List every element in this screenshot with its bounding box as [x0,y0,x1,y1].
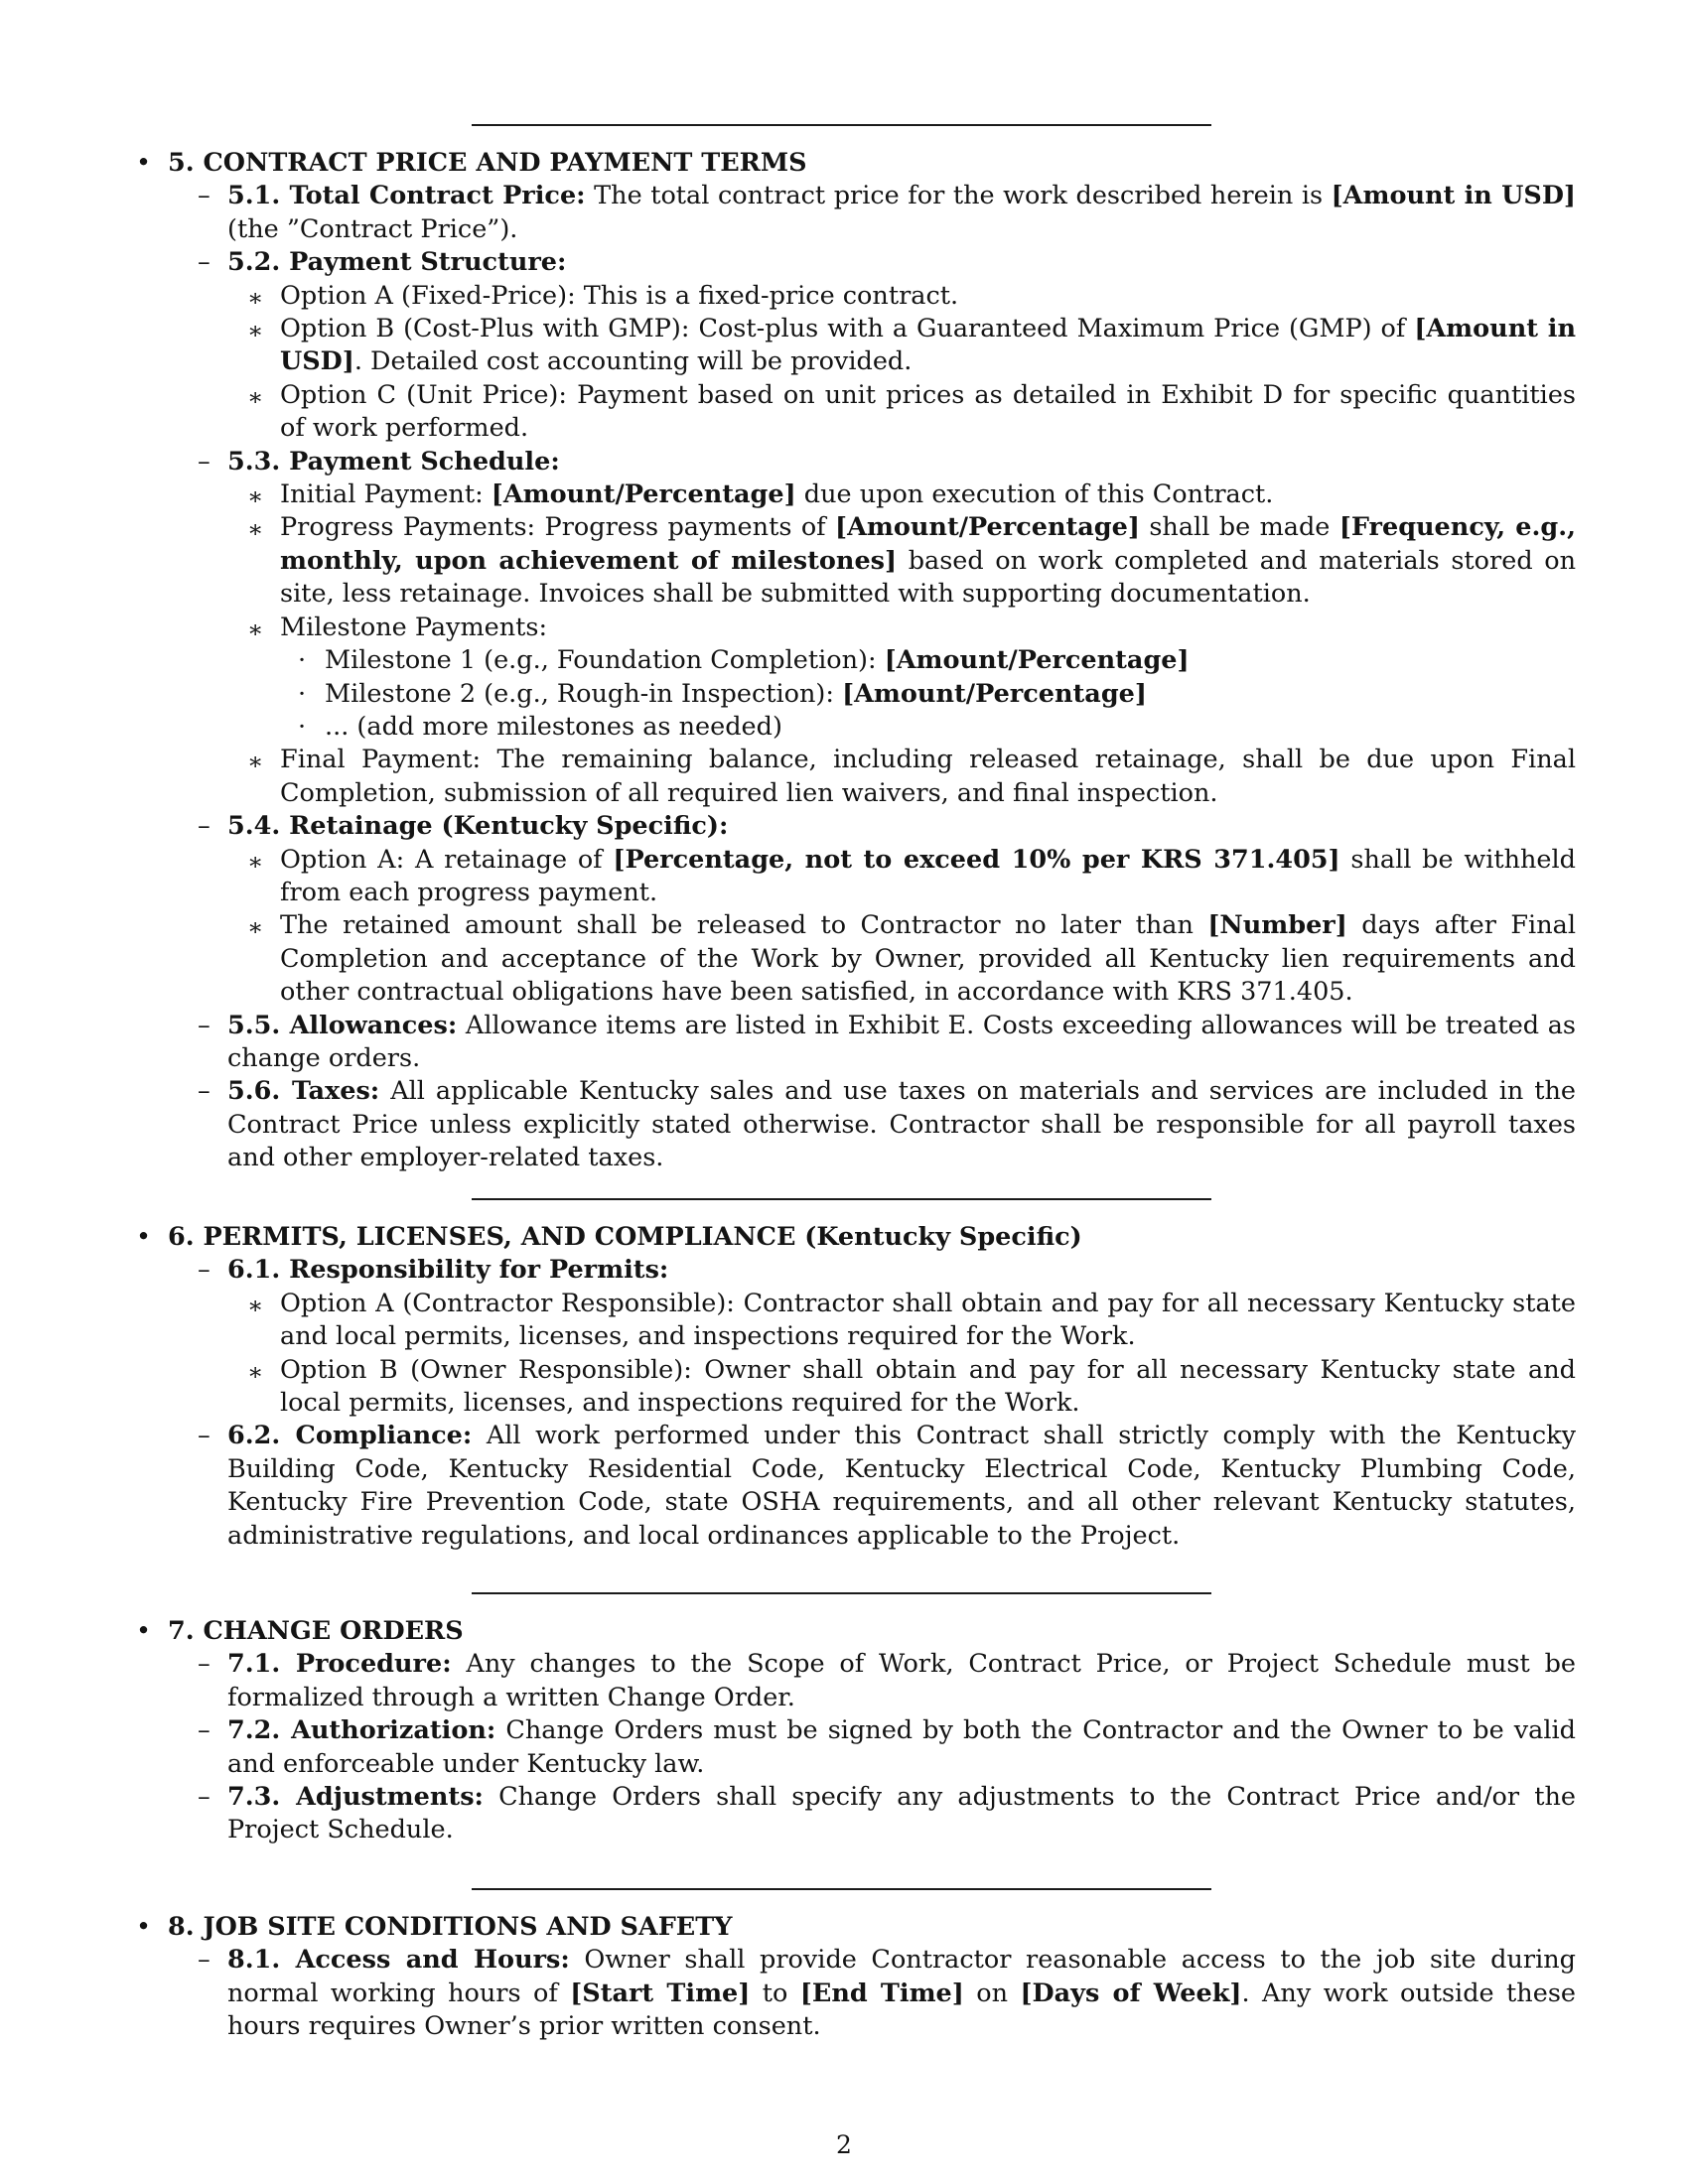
clause-5-3: – 5.3. Payment Schedule: [198,446,560,477]
clause-7-3: – 7.3. Adjustments: Change Orders shall specify any adjustments to the Contract Price and/or the Project Schedule. [198,1782,1576,1845]
clause-5-2: – 5.2. Payment Structure: [198,247,567,278]
clause-7-2: – 7.2. Authorization: Change Orders must be signed by both the Contractor and the Owner to be valid and enforceable under Kentucky law. [198,1715,1576,1779]
placeholder-field: [Amount/Percentage] [842,678,1147,709]
section-title: 7. CHANGE ORDERS [168,1616,464,1646]
clause-heading: 5.1. Total Contract Price: [227,181,586,211]
list-item: ∗ Option A (Fixed-Price): This is a fixed-price contract. [247,280,959,312]
section-heading: • 8. JOB SITE CONDITIONS AND SAFETY [136,1912,733,1942]
placeholder-field: [Number] [1207,910,1347,941]
list-item: ∗ Option B (Cost-Plus with GMP): Cost-plus with a Guaranteed Maximum Price (GMP) of [Amount in USD]. Detailed cost accounting will be provided. [247,314,1576,377]
placeholder-field: [Amount in USD] [1331,181,1576,211]
clause-heading: 6.2. Compliance: [227,1421,473,1451]
section-divider [472,124,1211,126]
list-item: ∗ Option B (Owner Responsible): Owner shall obtain and pay for all necessary Kentucky state and local permits, licenses, and inspections required for the Work. [247,1354,1576,1419]
sub-list-item: · ... (add more milestones as needed) [298,711,782,742]
clause-heading: 7.1. Procedure: [227,1649,452,1680]
section-8 [136,1911,1576,2044]
clause-heading: 8.1. Access and Hours: [227,1945,570,1976]
sub-list-item: · Milestone 1 (e.g., Foundation Completion): [Amount/Percentage] [298,645,1190,676]
section-heading: • 5. CONTRACT PRICE AND PAYMENT TERMS [136,148,807,178]
placeholder-field: [Frequency, e.g., monthly, upon achievement of milestones] [280,512,1576,576]
clause-5-4: – 5.4. Retainage (Kentucky Specific): [198,811,729,842]
section-divider [472,1888,1211,1890]
section-divider [472,1198,1211,1200]
clause-6-1: – 6.1. Responsibility for Permits: [198,1255,669,1286]
section-title: 5. CONTRACT PRICE AND PAYMENT TERMS [168,148,807,178]
list-item: ∗ The retained amount shall be released to Contractor no later than [Number] days after Final Completion and acceptance of the Work by Owner, provided all Kentucky lien requirements and other contractual obligations have been satisfied, in accordance with KRS 371.405. [247,910,1576,1008]
list-item: ∗ Option A: A retainage of [Percentage, not to exceed 10% per KRS 371.405] shall be withheld from each progress payment. [247,844,1577,907]
placeholder-field: [End Time] [799,1978,964,2008]
section-title: 8. JOB SITE CONDITIONS AND SAFETY [168,1912,733,1942]
section-5 [136,147,1576,1175]
placeholder-field: [Start Time] [570,1978,751,2008]
list-item: ∗ Option C (Unit Price): Payment based on unit prices as detailed in Exhibit D for specific quantities of work performed. [247,379,1576,444]
list-item: ∗ Milestone Payments: [247,612,548,643]
placeholder-field: [Days of Week] [1020,1978,1242,2008]
list-item: ∗ Final Payment: The remaining balance, including released retainage, shall be due upon Final Completion, submission of all required lien waivers, and final inspection. [247,745,1576,808]
clause-heading: 5.3. Payment Schedule: [227,446,560,477]
clause-heading: 5.4. Retainage (Kentucky Specific): [227,811,729,842]
list-item: ∗ Option A (Contractor Responsible): Contractor shall obtain and pay for all necessary Kentucky state and local permits, licenses, and inspections required for the Work. [247,1288,1576,1352]
section-title: 6. PERMITS, LICENSES, AND COMPLIANCE (Kentucky Specific) [168,1222,1082,1252]
clause-8-1: – 8.1. Access and Hours: Owner shall provide Contractor reasonable access to the job site during normal working hours of [Start Time] to [End Time] on [Days of Week]. Any work outside these hours requires Owner’s prior written consent. [198,1945,1576,2042]
page-number: 2 [836,2130,852,2159]
clause-heading: 5.2. Payment Structure: [227,247,567,278]
clause-7-1: – 7.1. Procedure: Any changes to the Scope of Work, Contract Price, or Project Schedule must be formalized through a written Change Order. [198,1649,1576,1712]
placeholder-field: [Amount/Percentage] [884,645,1190,676]
clause-heading: 6.1. Responsibility for Permits: [227,1255,669,1286]
clause-heading: 7.3. Adjustments: [227,1782,484,1813]
section-heading: • 7. CHANGE ORDERS [136,1616,464,1646]
section-heading: • 6. PERMITS, LICENSES, AND COMPLIANCE (Kentucky Specific) [136,1222,1082,1252]
clause-6-2: – 6.2. Compliance: All work performed under this Contract shall strictly comply with the Kentucky Building Code, Kentucky Residential Code, Kentucky Electrical Code, Kentucky Plumbing Code, Kentucky Fire Prevention Code, state OSHA requirements, and all other relevant Kentucky statutes, administrative regulations, and local ordinances applicable to the Project. [198,1421,1576,1551]
list-item: ∗ Initial Payment: [Amount/Percentage] due upon execution of this Contract. [247,479,1274,511]
clause-5-6: – 5.6. Taxes: All applicable Kentucky sales and use taxes on materials and services are included in the Contract Price unless explicitly stated otherwise. Contractor shall be responsible for all payroll taxes and other employer-related taxes. [198,1076,1576,1173]
clause-5-1: – 5.1. Total Contract Price: The total contract price for the work described herein is [Amount in USD] (the ”Contract Price”). [198,181,1576,244]
list-item: ∗ Progress Payments: Progress payments of [Amount/Percentage] shall be made [Frequency, e.g., monthly, upon achievement of milestones] based on work completed and materials stored on site, less retainage. Invoices shall be submitted with supporting documentation. [247,512,1577,610]
placeholder-field: [Amount/Percentage] [491,479,796,510]
clause-heading: 5.6. Taxes: [227,1076,380,1107]
section-7 [136,1615,1576,1847]
section-divider [472,1592,1211,1594]
placeholder-field: [Amount/Percentage] [835,512,1140,543]
placeholder-field: [Percentage, not to exceed 10% per KRS 371.405] [613,844,1340,875]
section-6 [136,1221,1576,1553]
sub-list-item: · Milestone 2 (e.g., Rough-in Inspection): [Amount/Percentage] [298,678,1147,709]
clause-heading: 5.5. Allowances: [227,1010,458,1040]
clause-heading: 7.2. Authorization: [227,1715,496,1746]
clause-5-5: – 5.5. Allowances: Allowance items are listed in Exhibit E. Costs exceeding allowances will be treated as change orders. [198,1010,1576,1073]
placeholder-field: [Amount in USD] [280,314,1576,377]
